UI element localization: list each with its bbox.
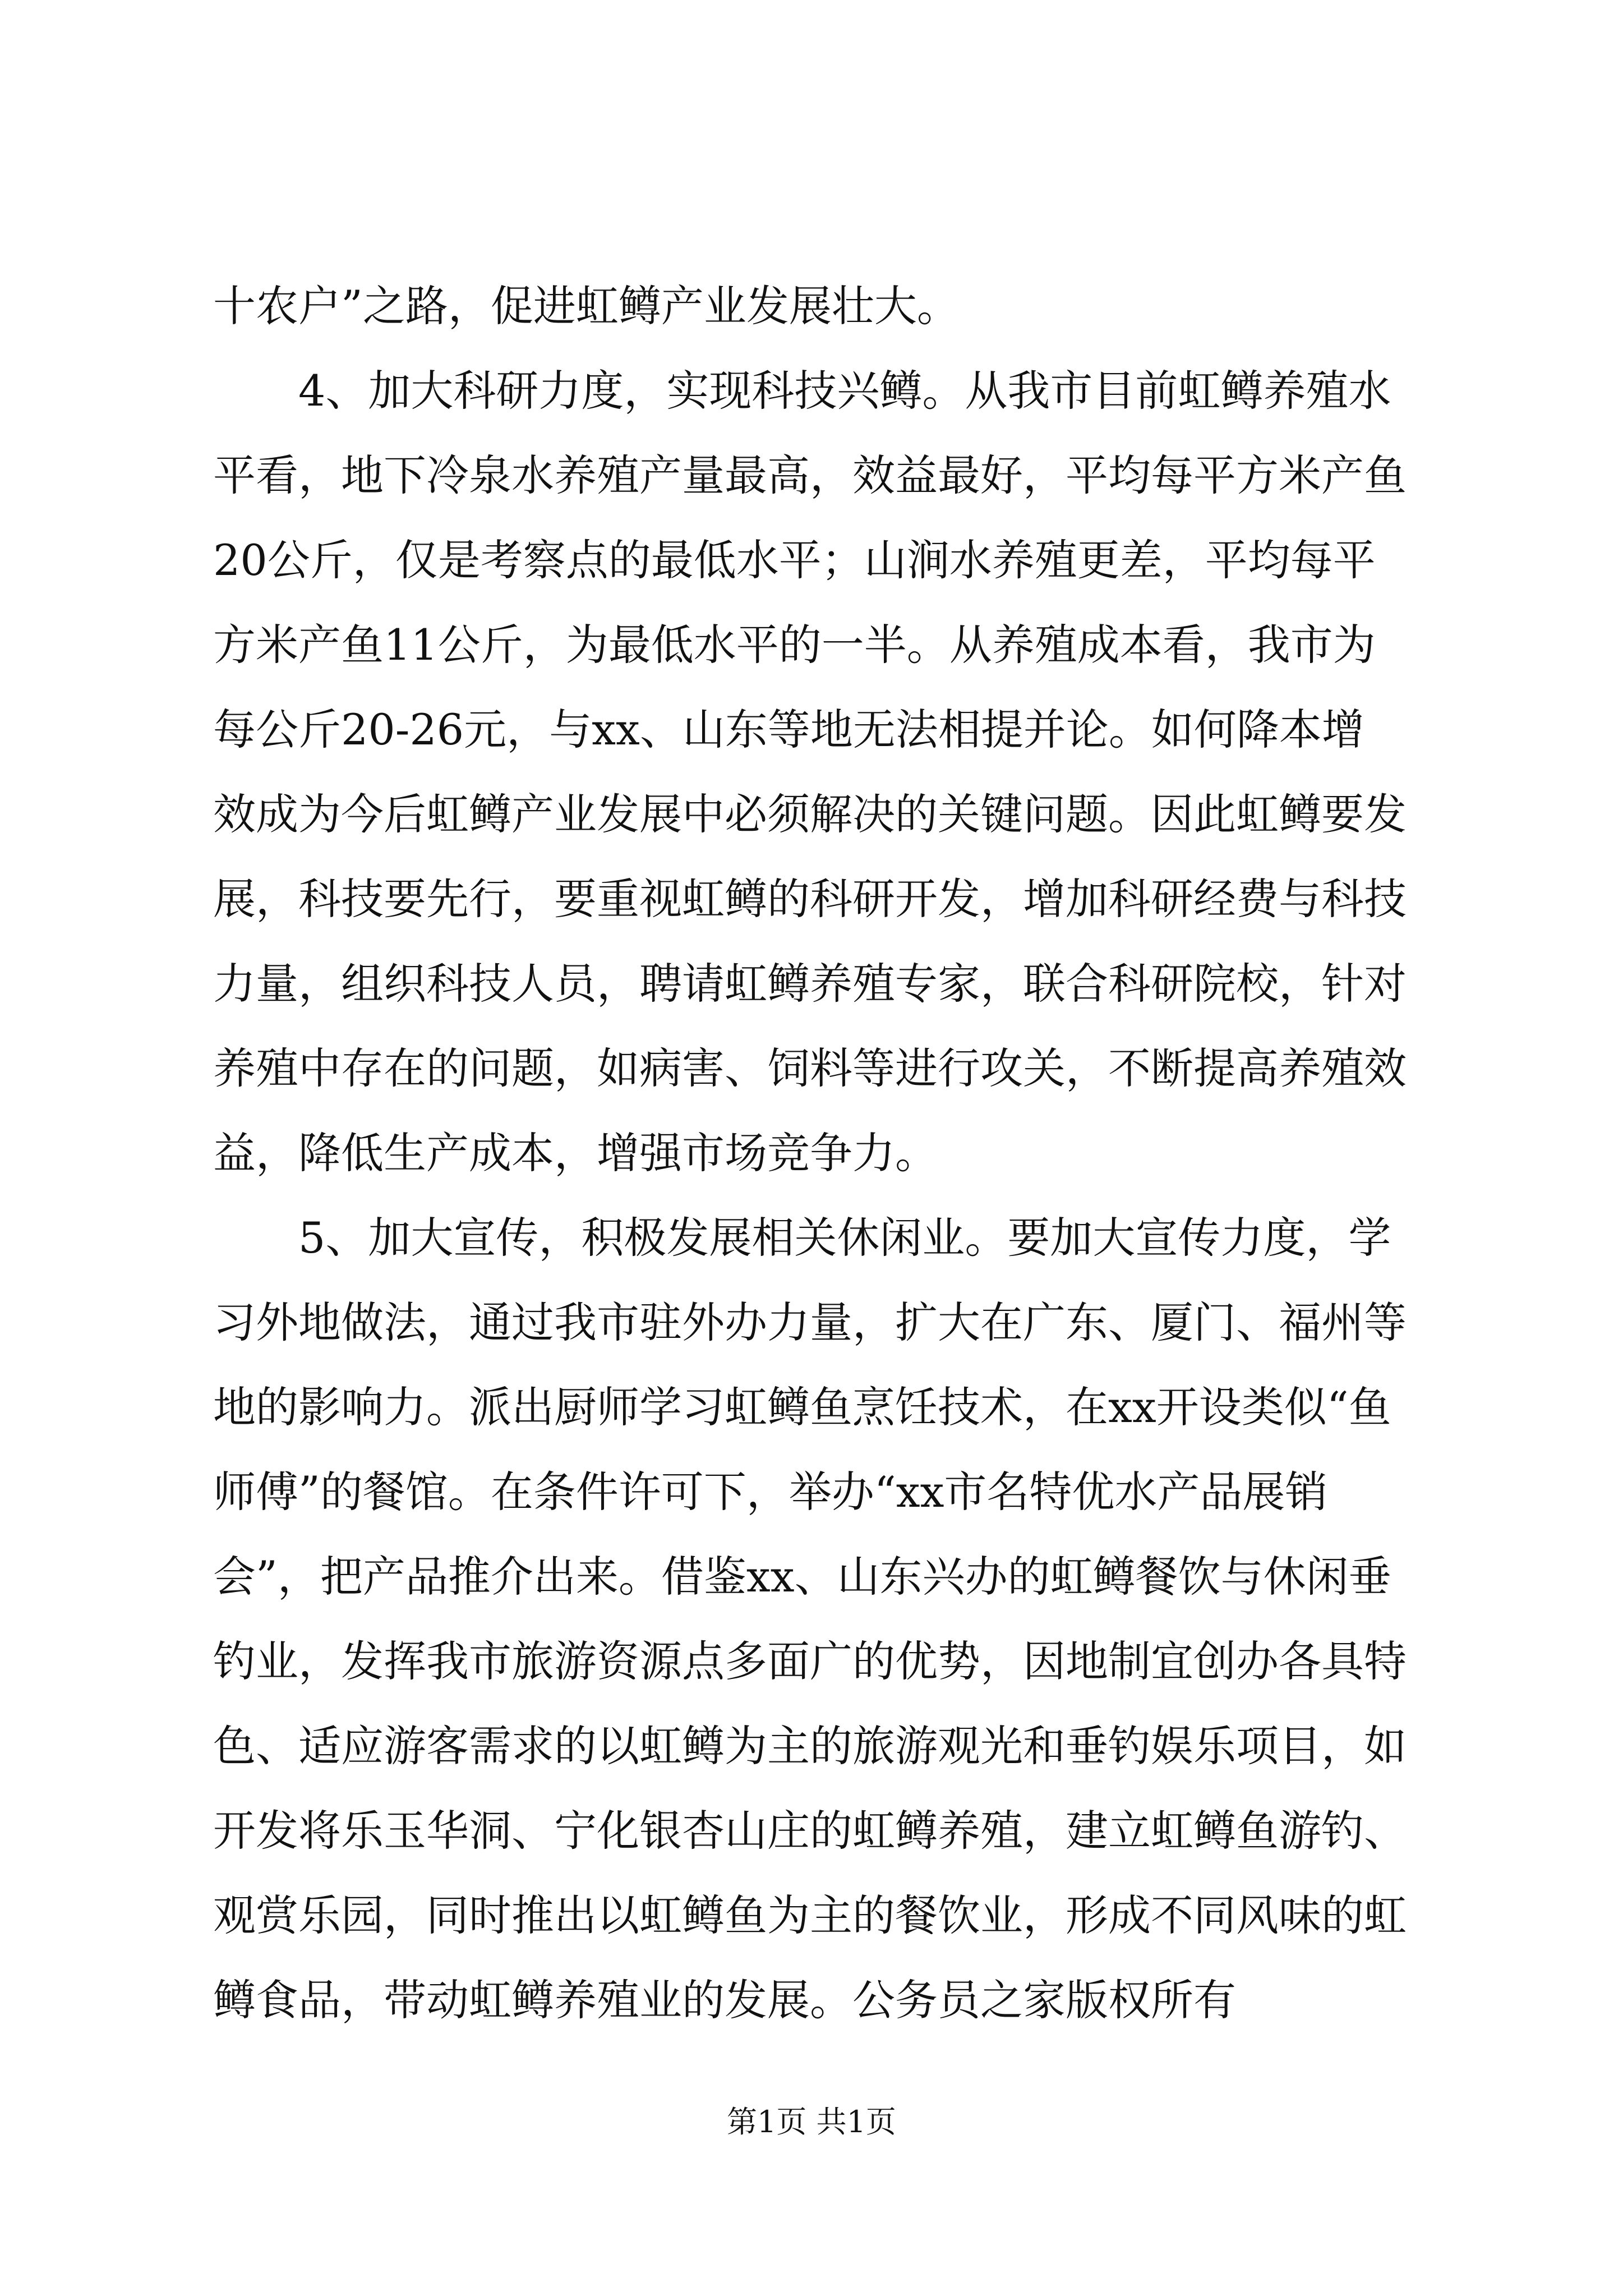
text-line: 平看，地下冷泉水养殖产量最高，效益最好，平均每平方米产鱼 [213, 450, 1407, 500]
text-line: 开发将乐玉华洞、宁化银杏山庄的虹鳟养殖，建立虹鳟鱼游钓、 [213, 1806, 1407, 1856]
text-line: 效成为今后虹鳟产业发展中必须解决的关键问题。因此虹鳟要发 [213, 789, 1407, 839]
text-line: 益，降低生产成本，增强市场竞争力。 [213, 1128, 938, 1178]
text-line: 观赏乐园，同时推出以虹鳟鱼为主的餐饮业，形成不同风味的虹 [213, 1890, 1407, 1940]
text-line: 养殖中存在的问题，如病害、饲料等进行攻关，不断提高养殖效 [213, 1043, 1407, 1093]
text-line: 地的影响力。派出厨师学习虹鳟鱼烹饪技术，在xx开设类似“鱼 [213, 1382, 1391, 1432]
text-line: 色、适应游客需求的以虹鳟为主的旅游观光和垂钓娱乐项目，如 [213, 1721, 1407, 1771]
paragraph-4-start: 4、加大科研力度，实现科技兴鳟。从我市目前虹鳟养殖水 [298, 366, 1391, 416]
text-line: 会”，把产品推介出来。借鉴xx、山东兴办的虹鳟餐饮与休闲垂 [213, 1552, 1391, 1602]
text-line: 钓业，发挥我市旅游资源点多面广的优势，因地制宜创办各具特 [213, 1636, 1407, 1686]
text-line: 每公斤20-26元，与xx、山东等地无法相提并论。如何降本增 [213, 705, 1364, 754]
text-line: 鳟食品，带动虹鳟养殖业的发展。公务员之家版权所有 [213, 1975, 1236, 2025]
text-line: 力量，组织科技人员，聘请虹鳟养殖专家，联合科研院校，针对 [213, 959, 1407, 1009]
text-line: 展，科技要先行，要重视虹鳟的科研开发，增加科研经费与科技 [213, 874, 1407, 924]
text-line: 方米产鱼11公斤，为最低水平的一半。从养殖成本看，我市为 [213, 620, 1376, 670]
text-line: 十农户”之路，促进虹鳟产业发展壮大。 [213, 281, 960, 331]
page-footer: 第1页 共1页 [727, 2104, 896, 2139]
text-line: 20公斤，仅是考察点的最低水平；山涧水养殖更差，平均每平 [213, 535, 1376, 585]
body-text [213, 264, 1419, 2042]
text-line: 师傅”的餐馆。在条件许可下，举办“xx市名特优水产品展销 [213, 1467, 1328, 1517]
text-line: 习外地做法，通过我市驻外办力量，扩大在广东、厦门、福州等 [213, 1297, 1407, 1347]
paragraph-5-start: 5、加大宣传，积极发展相关休闲业。要加大宣传力度，学 [298, 1213, 1391, 1263]
